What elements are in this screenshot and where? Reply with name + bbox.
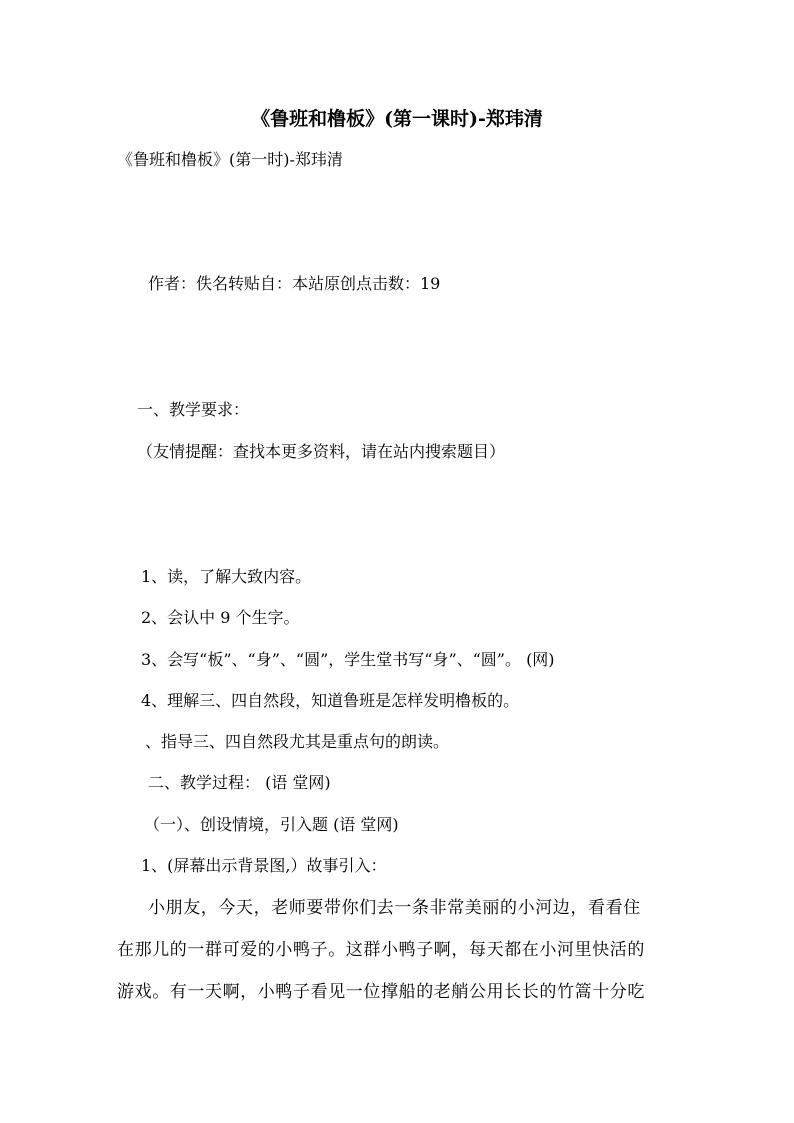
section-heading-process: 二、教学过程： (语 堂网) — [148, 773, 331, 792]
requirement-item: 4、理解三、四自然段，知道鲁班是怎样发明橹板的。 — [141, 691, 520, 710]
section-heading-requirements: 一、教学要求： — [137, 400, 250, 419]
document-title: 《鲁班和橹板》(第一课时)-郑玮清 — [251, 108, 543, 130]
step-heading: （一）、创设情境，引入题 (语 堂网) — [144, 815, 399, 834]
requirement-item: 、指导三、四自然段尤其是重点句的朗读。 — [145, 732, 450, 751]
requirement-item: 3、会写“板”、“身”、“圆”，学生堂书写“身”、“圆”。 (网) — [141, 650, 555, 669]
document-subtitle: 《鲁班和橹板》(第一时)-郑玮清 — [117, 150, 343, 169]
story-paragraph-line: 在那儿的一群可爱的小鸭子。这群小鸭子啊，每天都在小河里快活的 — [117, 940, 645, 960]
author-meta-line: 作者：佚名转贴自：本站原创点击数：19 — [148, 274, 441, 293]
requirement-item: 2、会认中 9 个生字。 — [141, 608, 300, 627]
requirement-item: 1、读，了解大致内容。 — [141, 567, 312, 586]
story-paragraph-line: 小朋友，今天，老师要带你们去一条非常美丽的小河边，看看住 — [148, 898, 641, 918]
search-tip: （友情提醒：查找本更多资料，请在站内搜索题目） — [137, 442, 506, 461]
step-item: 1、(屏幕出示背景图,）故事引入： — [141, 856, 387, 875]
story-paragraph-line: 游戏。有一天啊，小鸭子看见一位撑船的老艄公用长长的竹篙十分吃 — [117, 982, 645, 1002]
